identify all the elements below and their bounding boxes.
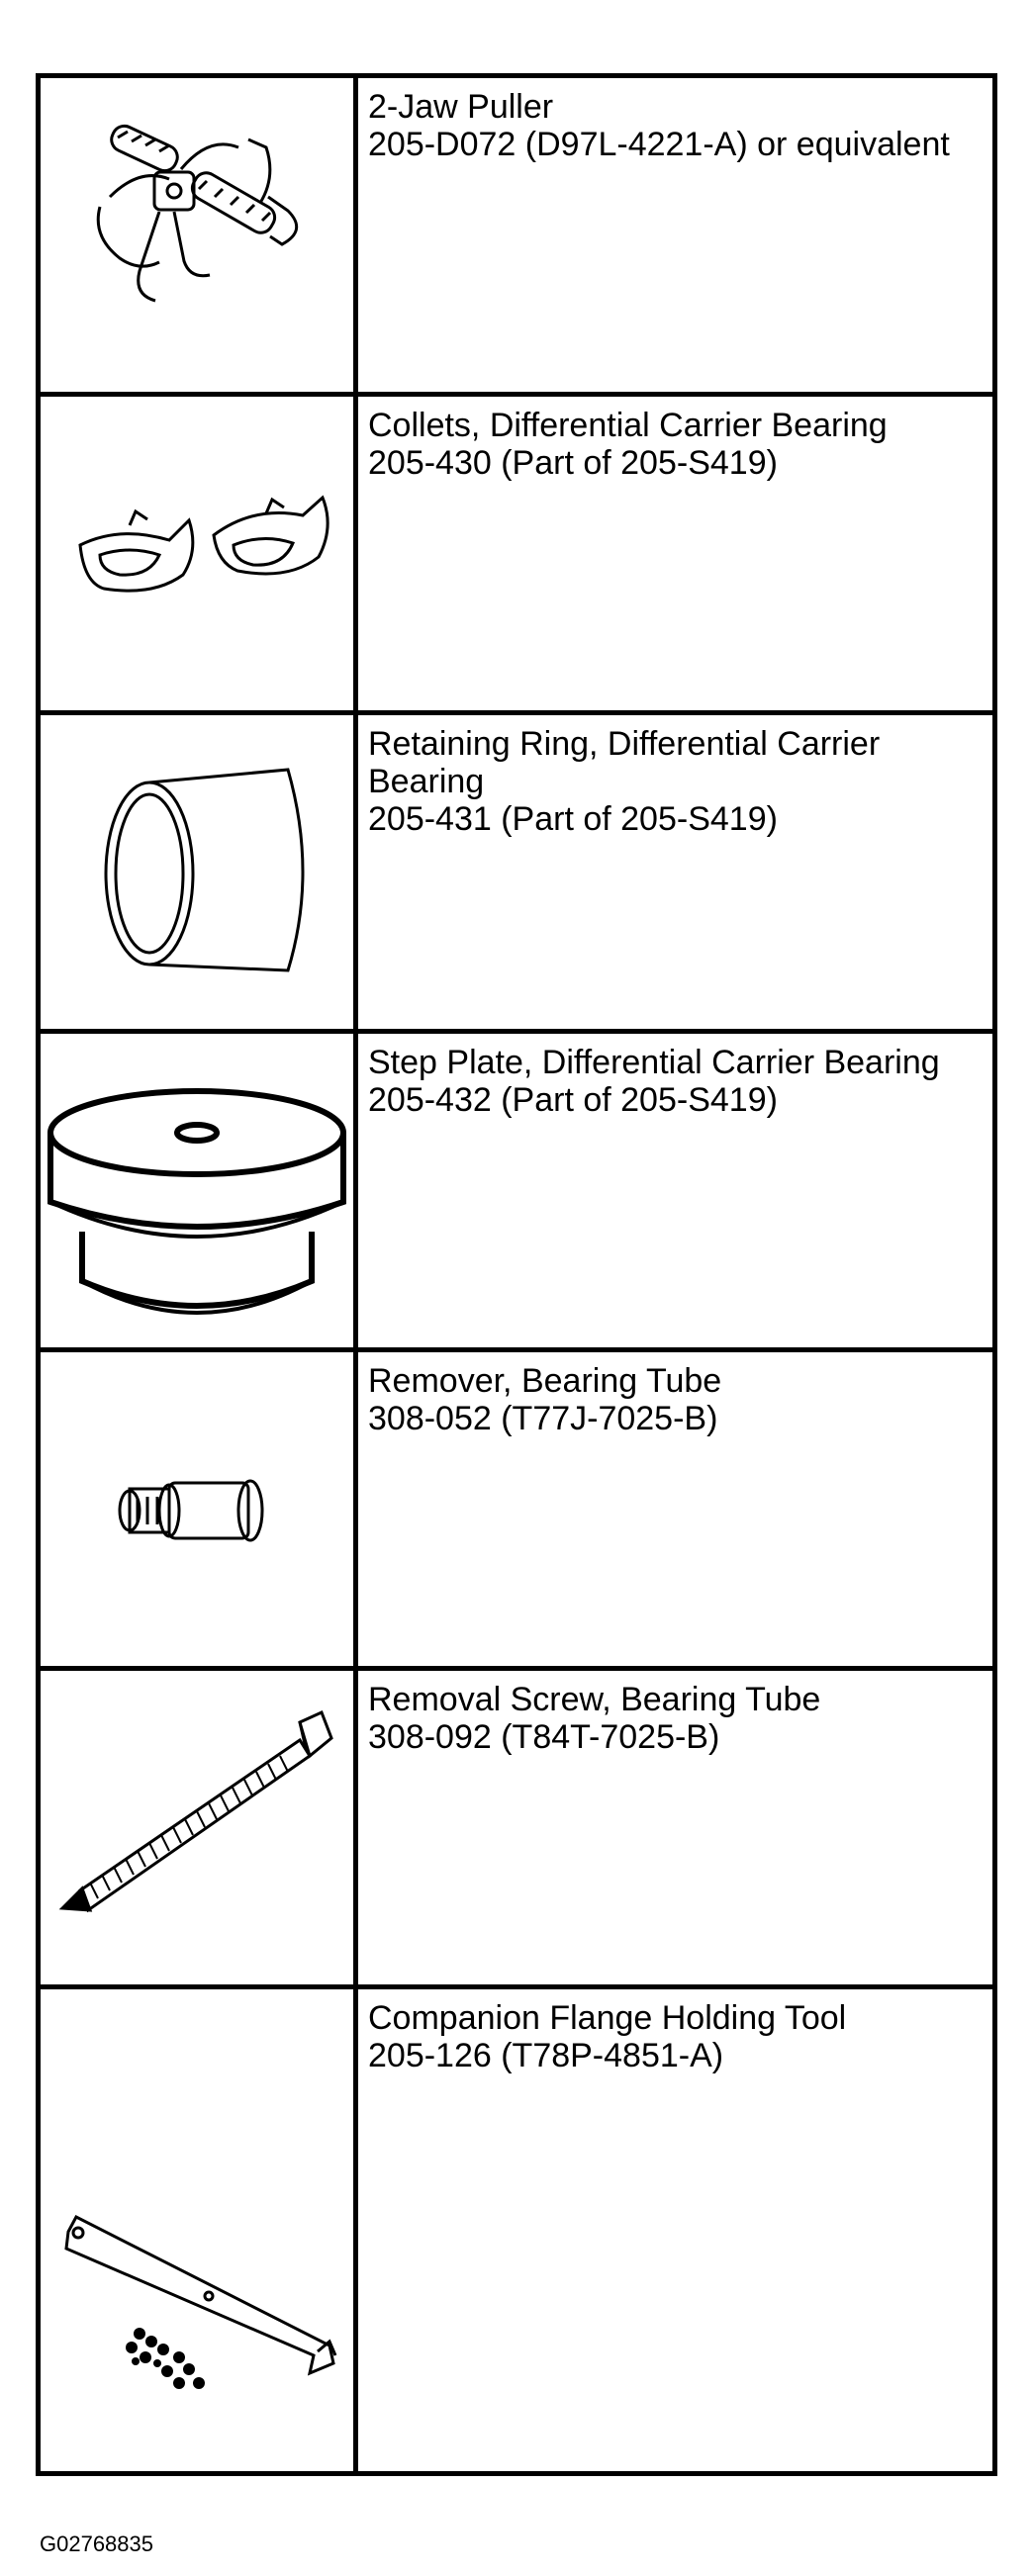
special-tools-table [36,73,997,2476]
flange-holding-tool-icon [41,1989,353,2466]
tool-name: Removal Screw, Bearing Tube [368,1681,821,1718]
tool-image-cell [39,1032,356,1350]
tool-row [39,76,995,395]
tool-image-cell [39,395,356,713]
tool-row [39,713,995,1032]
tool-part-number: 308-052 (T77J-7025-B) [368,1400,718,1437]
tool-description-cell [356,395,995,713]
collets-icon [41,397,353,705]
tool-name: Collets, Differential Carrier Bearing [368,407,888,444]
tool-part-number: 205-430 (Part of 205-S419) [368,444,778,482]
tool-name: Retaining Ring, Differential Carrier Bearing [368,725,881,800]
figure-id: G02768835 [40,2531,153,2556]
tool-row [39,1987,995,2474]
tool-image-cell [39,1987,356,2474]
tool-row [39,1032,995,1350]
two-jaw-puller-icon [41,78,353,387]
tool-row [39,1350,995,1669]
tool-part-number: 205-126 (T78P-4851-A) [368,2037,724,2074]
tool-name: Step Plate, Differential Carrier Bearing [368,1044,940,1081]
tool-row [39,1669,995,1987]
tool-row [39,395,995,713]
tool-part-number: 205-431 (Part of 205-S419) [368,800,778,838]
tool-image-cell [39,76,356,395]
tool-image-cell [39,713,356,1032]
tool-name: 2-Jaw Puller [368,88,554,126]
tool-description-cell [356,1350,995,1669]
tool-description-cell [356,1032,995,1350]
tool-image-cell [39,1669,356,1987]
tool-image-cell [39,1350,356,1669]
tool-name: Remover, Bearing Tube [368,1362,722,1400]
tool-description-cell [356,1987,995,2474]
removal-screw-icon [41,1671,353,1979]
tool-part-number: 308-092 (T84T-7025-B) [368,1718,720,1756]
tool-description-cell [356,76,995,395]
tool-name: Companion Flange Holding Tool [368,1999,847,2037]
tool-description-cell [356,1669,995,1987]
retaining-ring-icon [41,715,353,1024]
tool-part-number: 205-D072 (D97L-4221-A) or equivalent [368,126,950,163]
tool-description-cell [356,713,995,1032]
tool-part-number: 205-432 (Part of 205-S419) [368,1081,778,1119]
bearing-tube-remover-icon [41,1352,353,1661]
step-plate-icon [41,1034,353,1342]
